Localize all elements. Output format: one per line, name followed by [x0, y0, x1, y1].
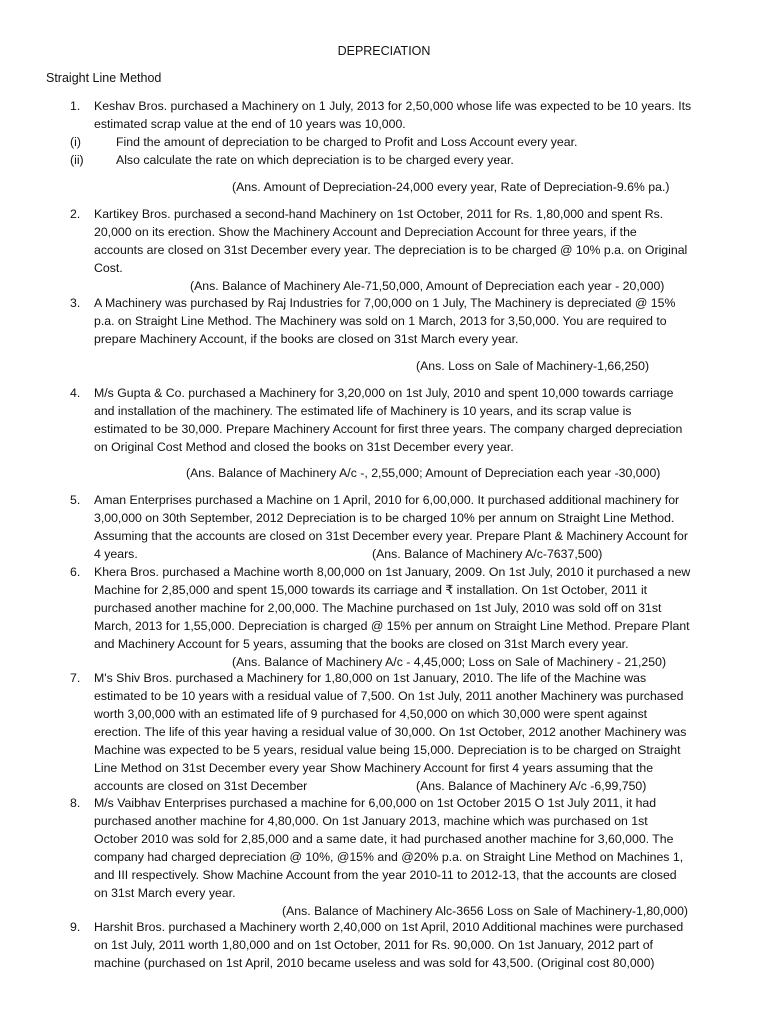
question-line: machine (purchased on 1st April, 2010 became useless and was sold for 43,500. (Original cost 80,000): [94, 956, 655, 970]
question-4: [0, 384, 768, 456]
question-line: on Original Cost Method and closed the books on 31st December every year.: [94, 440, 514, 454]
question-line: and Machinery Account for 5 years, assuming that the books are closed on 31st March every year.: [94, 637, 629, 651]
answer-4: [0, 464, 768, 482]
question-line: erection. The life of this year having a residual value of 30,000. On 1st October, 2012 another Machinery was: [94, 725, 687, 739]
question-number: 5.: [70, 493, 81, 507]
question-number: 7.: [70, 671, 81, 685]
question-line: accounts are closed on 31st December: [94, 779, 308, 793]
answer-text: (Ans. Balance of Machinery A/c-7637,500): [372, 547, 603, 561]
question-line: and III respectively. Show Machine Account from the year 2010-11 to 2012-13, that the accounts are closed: [94, 868, 677, 882]
question-line: Machine for 2,85,000 and spent 15,000 towards its carriage and ₹ installation. On 1st October, 2011 it: [94, 583, 648, 597]
question-3: [0, 294, 768, 348]
question-line: Assuming that the accounts are closed on 31st December every year. Prepare Plant & Machinery Account for: [94, 529, 688, 543]
question-8: [0, 794, 768, 920]
question-number: 3.: [70, 296, 81, 310]
question-line: purchased another machine for 2,00,000. The Machine purchased on 1st July, 2010 was sold off on 31st: [94, 601, 662, 615]
question-line: M's Shiv Bros. purchased a Machinery for 1,80,000 on 1st January, 2010. The life of the Machine was: [94, 671, 647, 685]
question-line: March, 2013 for 1,55,000. Depreciation is charged @ 15% per annum on Straight Line Method. Prepare Plant: [94, 619, 690, 633]
question-7: [0, 669, 768, 795]
question-2: [0, 205, 768, 295]
answer-text: (Ans. Loss on Sale of Machinery-1,66,250): [416, 359, 650, 373]
question-number: 2.: [70, 207, 81, 221]
question-line: estimated to be 30,000. Prepare Machinery Account for first three years. The company charged depreciation: [94, 422, 683, 436]
question-line: Khera Bros. purchased a Machine worth 8,00,000 on 1st January, 2009. On 1st July, 2010 it purchased a new: [94, 565, 691, 579]
answer-text: (Ans. Balance of Machinery Alc-3656 Loss on Sale of Machinery-1,80,000): [282, 904, 689, 918]
question-line: 3,00,000 on 30th September, 2012 Depreciation is to be charged 10% per annum on Straight Line Method.: [94, 511, 675, 525]
question-line: estimated scrap value at the end of 10 years was 10,000.: [94, 117, 406, 131]
question-line: worth 3,00,000 with an estimated life of 9 purchased for 4,50,000 on which 30,000 were spent against: [94, 707, 648, 721]
answer-text: (Ans. Balance of Machinery Ale-71,50,000, Amount of Depreciation each year - 20,000): [190, 279, 665, 293]
question-line: company had charged depreciation @ 10%, @15% and @20% p.a. on Straight Line Method on Machines 1,: [94, 850, 684, 864]
question-line: purchased another machine for 4,80,000. On 1st January 2013, machine which was purchased on 1st: [94, 814, 648, 828]
question-line: M/s Vaibhav Enterprises purchased a machine for 6,00,000 on 1st October 2015 O 1st July 2011, it had: [94, 796, 657, 810]
question-line: Harshit Bros. purchased a Machinery worth 2,40,000 on 1st April, 2010 Additional machines were purchased: [94, 920, 684, 934]
question-5: [0, 491, 768, 563]
sub-question-text: Find the amount of depreciation to be charged to Profit and Loss Account every year.: [116, 135, 578, 149]
question-line: October 2010 was sold for 2,85,000 and a same date, it had purchased another machine for 3,60,000. The: [94, 832, 674, 846]
question-number: 4.: [70, 386, 81, 400]
question-number: 6.: [70, 565, 81, 579]
question-line: 20,000 on its erection. Show the Machinery Account and Depreciation Account for three years, if the: [94, 225, 637, 239]
answer-text: (Ans. Balance of Machinery A/c - 4,45,000; Loss on Sale of Machinery - 21,250): [232, 655, 667, 669]
answer-text: (Ans. Amount of Depreciation-24,000 every year, Rate of Depreciation-9.6% pa.): [232, 180, 670, 194]
question-6: [0, 563, 768, 671]
answer-1: [0, 178, 768, 196]
question-line: Cost.: [94, 261, 123, 275]
question-line: Line Method on 31st December every year Show Machinery Account for first 4 years assuming that the: [94, 761, 654, 775]
question-1: [0, 97, 768, 169]
question-line: M/s Gupta & Co. purchased a Machinery for 3,20,000 on 1st July, 2010 and spent 10,000 towards carriage: [94, 386, 674, 400]
question-line: prepare Machinery Account, if the books are closed on 31st March every year.: [94, 332, 519, 346]
question-line: Aman Enterprises purchased a Machine on 1 April, 2010 for 6,00,000. It purchased additional machinery for: [94, 493, 680, 507]
answer-3: [0, 357, 768, 375]
question-line: 4 years.: [94, 547, 138, 561]
question-number: 9.: [70, 920, 81, 934]
question-line: on 31st March every year.: [94, 886, 236, 900]
question-line: accounts are closed on 31st December every year. The depreciation is to be charged @ 10% p.a. on Original: [94, 243, 688, 257]
question-line: and installation of the machinery. The estimated life of Machinery is 10 years, and its scrap value is: [94, 404, 632, 418]
sub-question-text: Also calculate the rate on which depreciation is to be charged every year.: [116, 153, 514, 167]
sub-question-label: (i): [70, 135, 81, 149]
answer-text: (Ans. Balance of Machinery A/c -, 2,55,000; Amount of Depreciation each year -30,000): [186, 466, 661, 480]
question-line: A Machinery was purchased by Raj Industries for 7,00,000 on 1 July, The Machinery is depreciated @ 15%: [94, 296, 676, 310]
page-title: DEPRECIATION: [337, 44, 431, 58]
question-line: estimated to be 10 years with a residual value of 7,500. On 1st July, 2011 another Machinery was purchased: [94, 689, 684, 703]
question-line: p.a. on Straight Line Method. The Machinery was sold on 1 March, 2013 for 3,50,000. You are required to: [94, 314, 667, 328]
answer-text: (Ans. Balance of Machinery A/c -6,99,750): [416, 779, 647, 793]
question-line: Keshav Bros. purchased a Machinery on 1 July, 2013 for 2,50,000 whose life was expected to be 10 years. Its: [94, 99, 692, 113]
question-line: on 1st July, 2011 worth 1,80,000 and on 1st October, 2011 for Rs. 90,000. On 1st January, 2012 part of: [94, 938, 653, 952]
sub-question-label: (ii): [70, 153, 84, 167]
question-9: [0, 918, 768, 972]
question-number: 8.: [70, 796, 81, 810]
question-line: Machine was expected to be 5 years, residual value being 15,000. Depreciation is to be charged on Straight: [94, 743, 681, 757]
question-line: Kartikey Bros. purchased a second-hand Machinery on 1st October, 2011 for Rs. 1,80,000 and spent Rs.: [94, 207, 664, 221]
question-number: 1.: [70, 99, 81, 113]
section-heading: Straight Line Method: [46, 71, 162, 85]
